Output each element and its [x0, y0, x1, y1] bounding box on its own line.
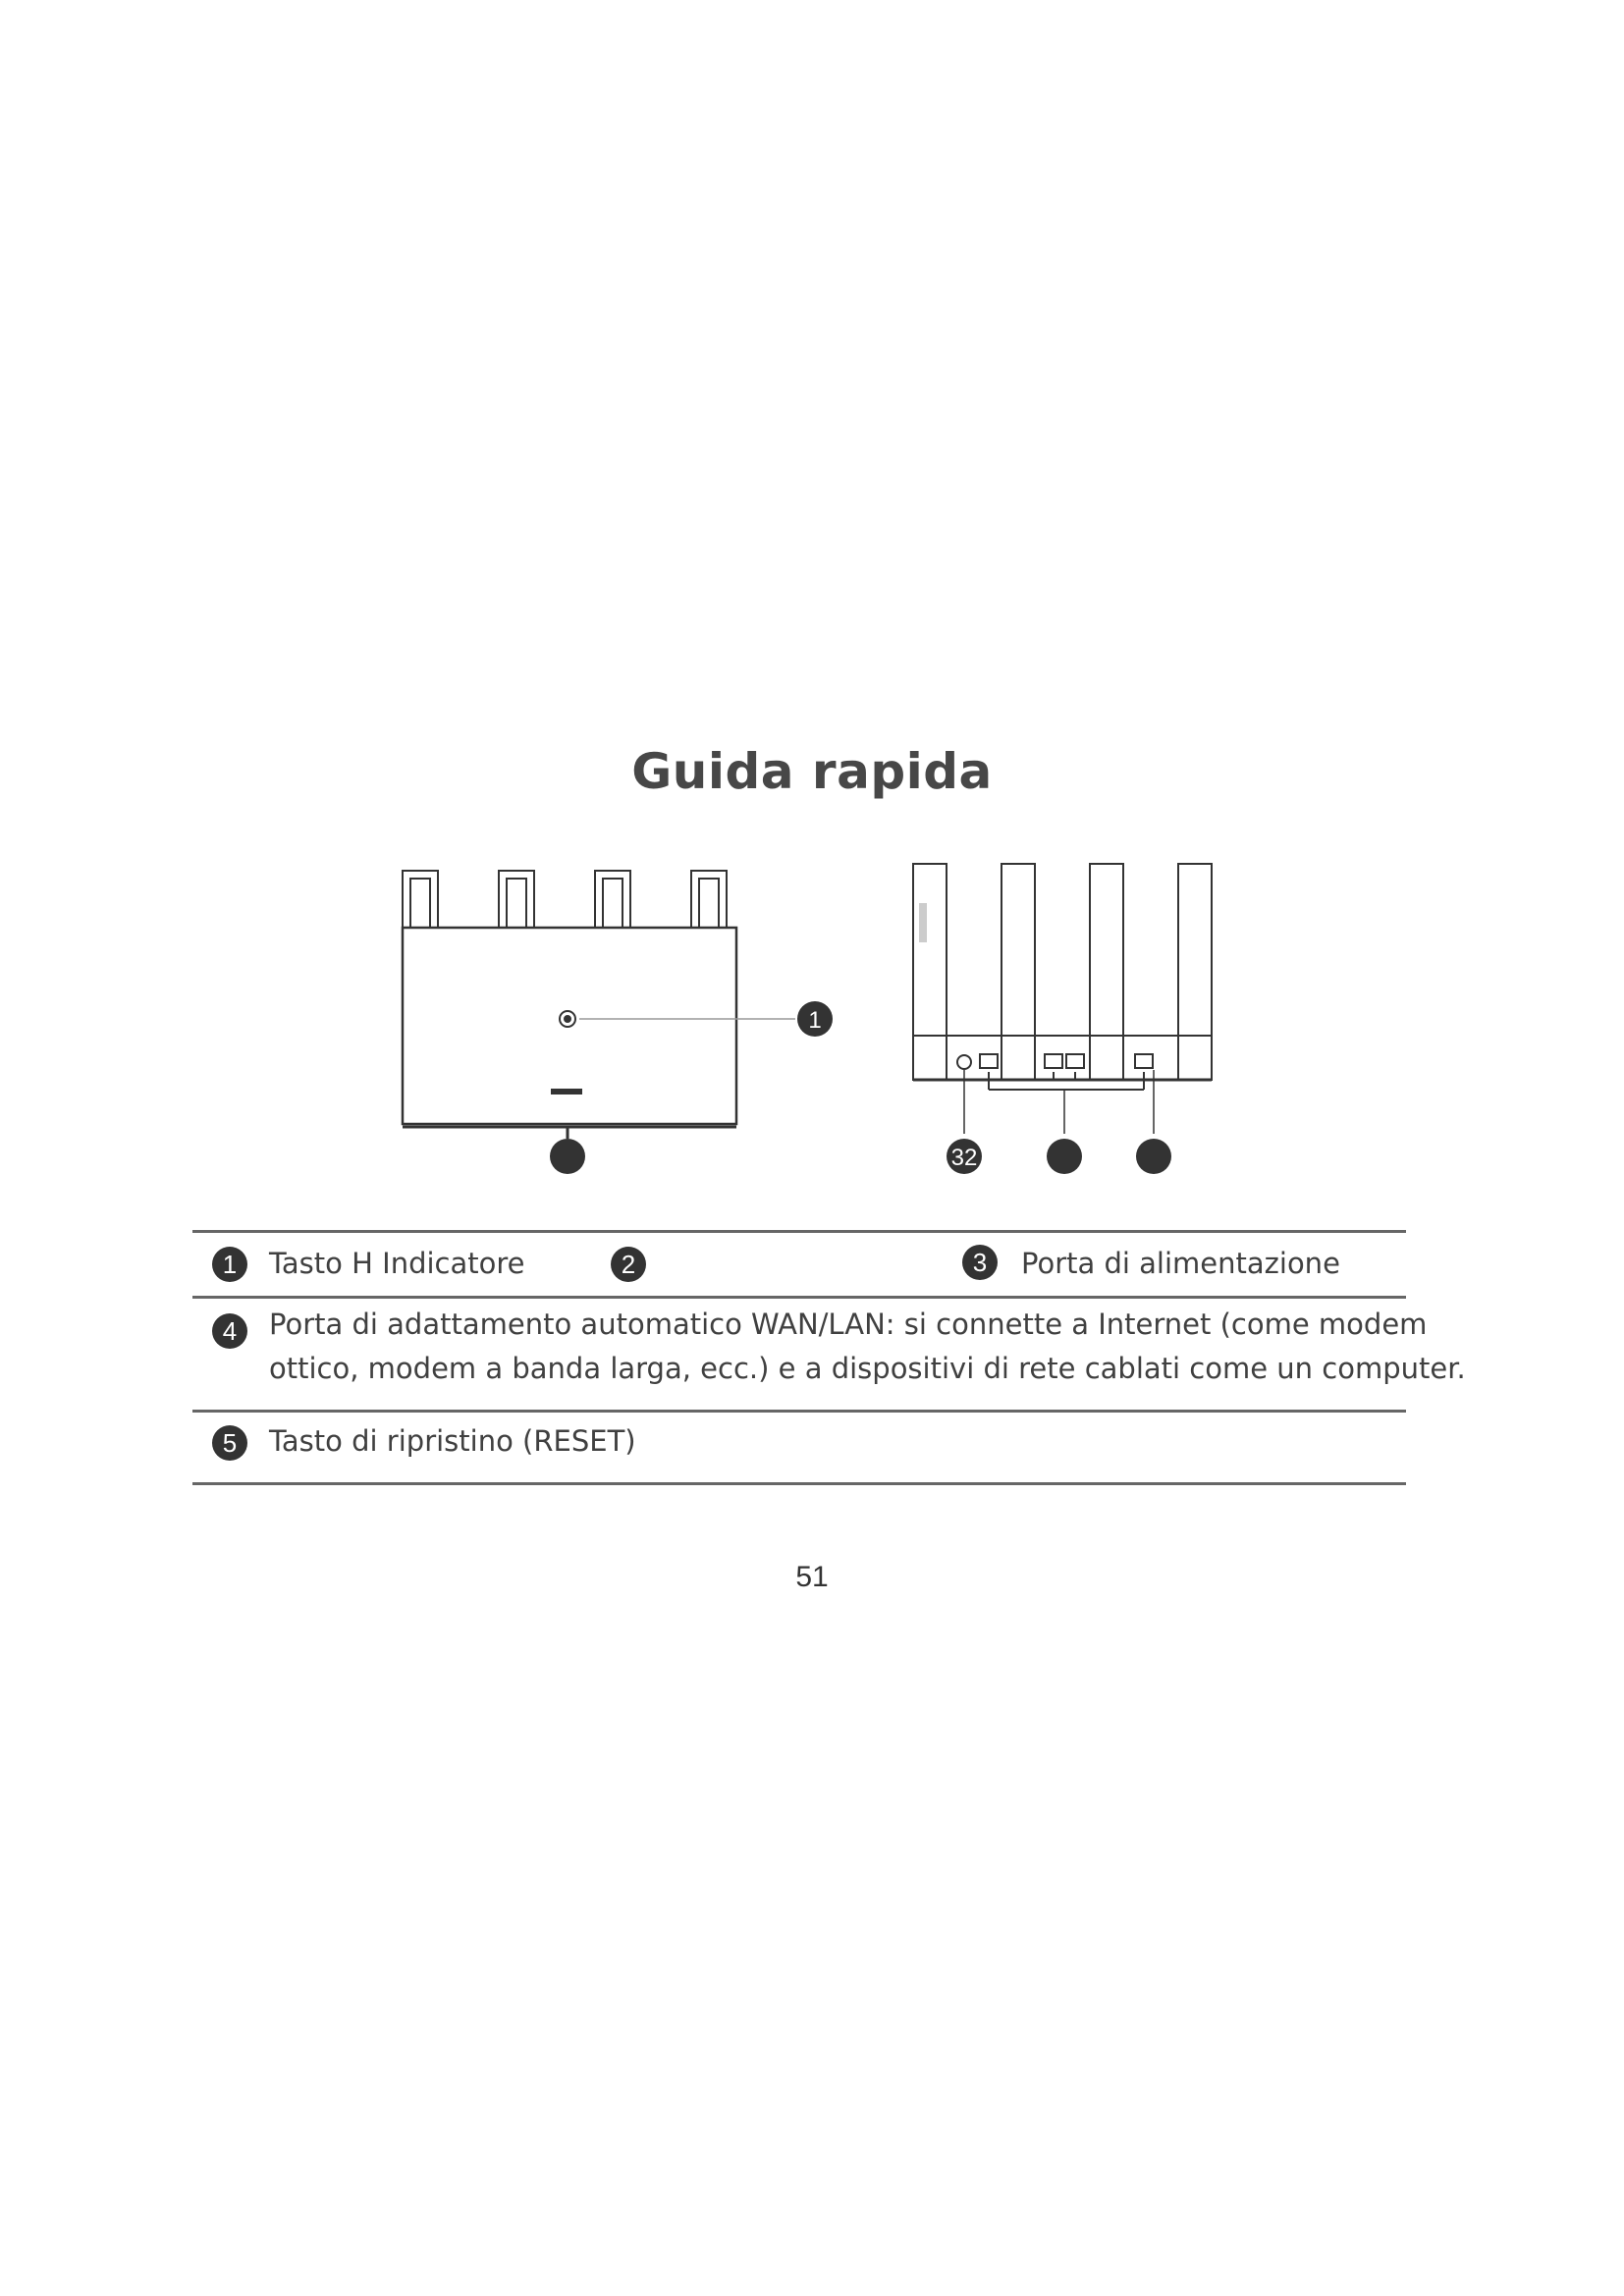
legend-badge-4: 4 — [212, 1313, 247, 1349]
legend-badge-2: 2 — [611, 1247, 646, 1282]
back-callout-wan — [1136, 1139, 1171, 1174]
router-diagram — [373, 844, 1257, 1178]
legend-badge-3: 3 — [962, 1245, 998, 1280]
table-divider-2 — [192, 1410, 1406, 1413]
table-bottom-border — [192, 1482, 1406, 1485]
router-front-view — [403, 871, 795, 1139]
legend-text-4-line1: Porta di adattamento automatico WAN/LAN: si connette a Internet (come modem — [269, 1308, 1428, 1341]
legend-text-5: Tasto di ripristino (RESET) — [269, 1424, 636, 1458]
front-callout-1-label: 1 — [808, 1007, 822, 1034]
router-back-view — [913, 864, 1212, 1134]
legend-badge-1: 1 — [212, 1247, 247, 1282]
back-callout-lan — [1047, 1139, 1082, 1174]
table-top-border — [192, 1230, 1406, 1233]
legend-text-3: Porta di alimentazione — [1021, 1247, 1340, 1280]
table-divider-1 — [192, 1296, 1406, 1299]
page-title: Guida rapida — [631, 743, 993, 800]
legend-text-1: Tasto H Indicatore — [269, 1247, 525, 1280]
legend-text-4-line2: ottico, modem a banda larga, ecc.) e a dispositivi di rete cablati come un computer. — [269, 1352, 1466, 1385]
back-callout-power-label: 32 — [950, 1145, 978, 1171]
legend-badge-5: 5 — [212, 1425, 247, 1461]
front-reset-marker — [550, 1139, 585, 1174]
page-number: 51 — [795, 1561, 829, 1593]
